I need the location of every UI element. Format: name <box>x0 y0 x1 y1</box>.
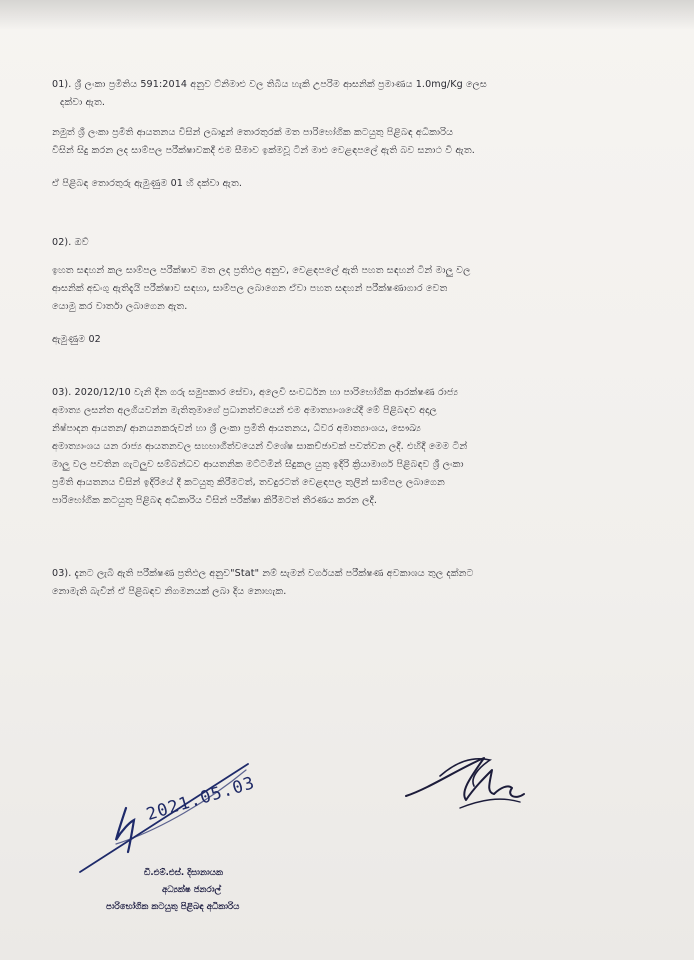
signatory-organization: පාරිභෝගික කටයුතු පිළිබඳ අධිකාරිය <box>106 902 240 912</box>
section-03-line-6: ප්‍රමිති ආයතනය විසින් ඉදිරියේ දී කටයුතු කිරීමටත්, තවදුරටත් වෙළඳපල තුලින් සාම්පල ලබාගෙන <box>52 477 445 488</box>
section-02-annex <box>52 331 632 349</box>
section-02-heading <box>52 234 632 252</box>
section-02-line-2: ආසනික් අඩංගු ඇතිදැයි පරීක්ෂාව සඳහා, සාම්පල ලබාගෙන ඒවා පහත සඳහන් පරීක්ෂණාගාර වෙත <box>52 283 448 294</box>
section-01-line-2: දක්වා ඇත. <box>60 97 106 108</box>
section-01 <box>52 76 632 112</box>
signature-stamp-block <box>106 865 320 916</box>
section-03-body <box>52 384 632 510</box>
section-03-line-7: පාරිභෝගික කටයුතු පිළිබඳ අධිකාරිය විසින් පරීක්ෂා කිරීමටත් තීරණය කරන ලදී. <box>52 495 378 506</box>
section-03b-line-2: නොමැති බැවින් ඒ පිළිබඳව නිගමනයක් ලබා දිය නොහැක. <box>52 586 287 597</box>
signatory-title: අධ්‍යක්ෂ ජනරාල් <box>162 885 222 895</box>
section-02-answer: 02). ඔව් <box>52 237 89 248</box>
section-02-body <box>52 262 632 316</box>
section-01-line-1: 01). ශ්‍රී ලංකා ප්‍රමිතිය 591:2014 අනුව ට්නිමාළු වල තිබිය හැකි උපරිම ආසනික් ප්‍රමාණය 1.0mg/Kg ලෙස <box>52 79 487 90</box>
section-03b-line-1: 03). දැනට ලැබී ඇති පරීක්ෂණ ප්‍රතිඵල අනුව"Stat" නම් සැමන් වර්ගයක් පරීක්ෂණ අවකාශය තුල දක්නට <box>52 568 474 579</box>
section-03-line-3: නිෂ්පාදන ආයතන/ ආනයනකරුවන් හා ශ්‍රී ලංකා ප්‍රමිති ආයතනය, ධීවර අමාත්‍යාංශය, සෞඛ්‍ය <box>52 423 421 434</box>
section-02-line-1: ඉහත සඳහන් කල සාම්පල පරීක්ෂාව මත ලද ප්‍රතිඵල අනුව, වෙළඳපලේ ඇති පහත සඳහන් ටින් මාලු වල <box>52 265 471 276</box>
section-01-paragraph-2 <box>52 124 632 160</box>
signatory-name: ඩී.එම්.එස්. දිසානායක <box>144 868 223 878</box>
section-03-line-2: අමාත්‍ය ලසන්ත අලගියවන්න මැතිතුමාගේ ප්‍රධානත්වයෙන් එම අමාත්‍යාංශයේදී මේ පිළිබඳව අදාල <box>52 405 437 416</box>
signature-date: 2021.05.03 <box>144 773 258 825</box>
section-01-annex-note <box>52 175 632 193</box>
right-signature <box>400 748 550 818</box>
annex-01-note: ඒ පිළිබඳ තොරතුරු ඇමුණුම 01 හි දක්වා ඇත. <box>52 178 242 189</box>
section-02-line-3: යොමු කර වාර්තා ලබාගෙන ඇත. <box>52 301 188 312</box>
section-01b-line-2: විසින් සිදු කරන ලද සාම්පල පරීක්ෂාවකදී එම සීමාව ඉක්මවූ ටින් මාළු වෙළඳපලේ ඇති බව සනාථ වී ඇත. <box>52 145 475 156</box>
page-top-shadow <box>0 0 694 30</box>
annex-02-label: ඇමුණුම 02 <box>52 334 101 345</box>
section-03-line-5: මාලු වල පවතින ගැටලුව සම්බන්ධව ආයතනික මට්ටමින් සිදුකල යුතු ඉදිරි ක්‍රියාමාර්ග පිළිබඳව ශ්‍රී ලංකා <box>52 459 464 470</box>
section-03-line-1: 03). 2020/12/10 වැනි දින ගරු සමුපකාර සේවා, අලෙවි සංවර්ධන හා පාරිභෝගික ආරක්ෂණ රාජ්‍ය <box>52 387 459 398</box>
section-01b-line-1: නමුත් ශ්‍රී ලංකා ප්‍රමිති ආයතනය විසින් ලබාදුන් තොරතුරක් මත පාරිභෝගික කටයුතු පිළිබඳ අධිකාරිය <box>52 127 454 138</box>
section-03b-body <box>52 565 632 601</box>
section-03-line-4: අමාත්‍යාංශය යන රාජ්‍ය ආයතනවල සහභාගීත්වයෙන් විශේෂ සාකච්ඡාවක් පවත්වන ලදී. එහිදී මෙම ටින් <box>52 441 468 452</box>
